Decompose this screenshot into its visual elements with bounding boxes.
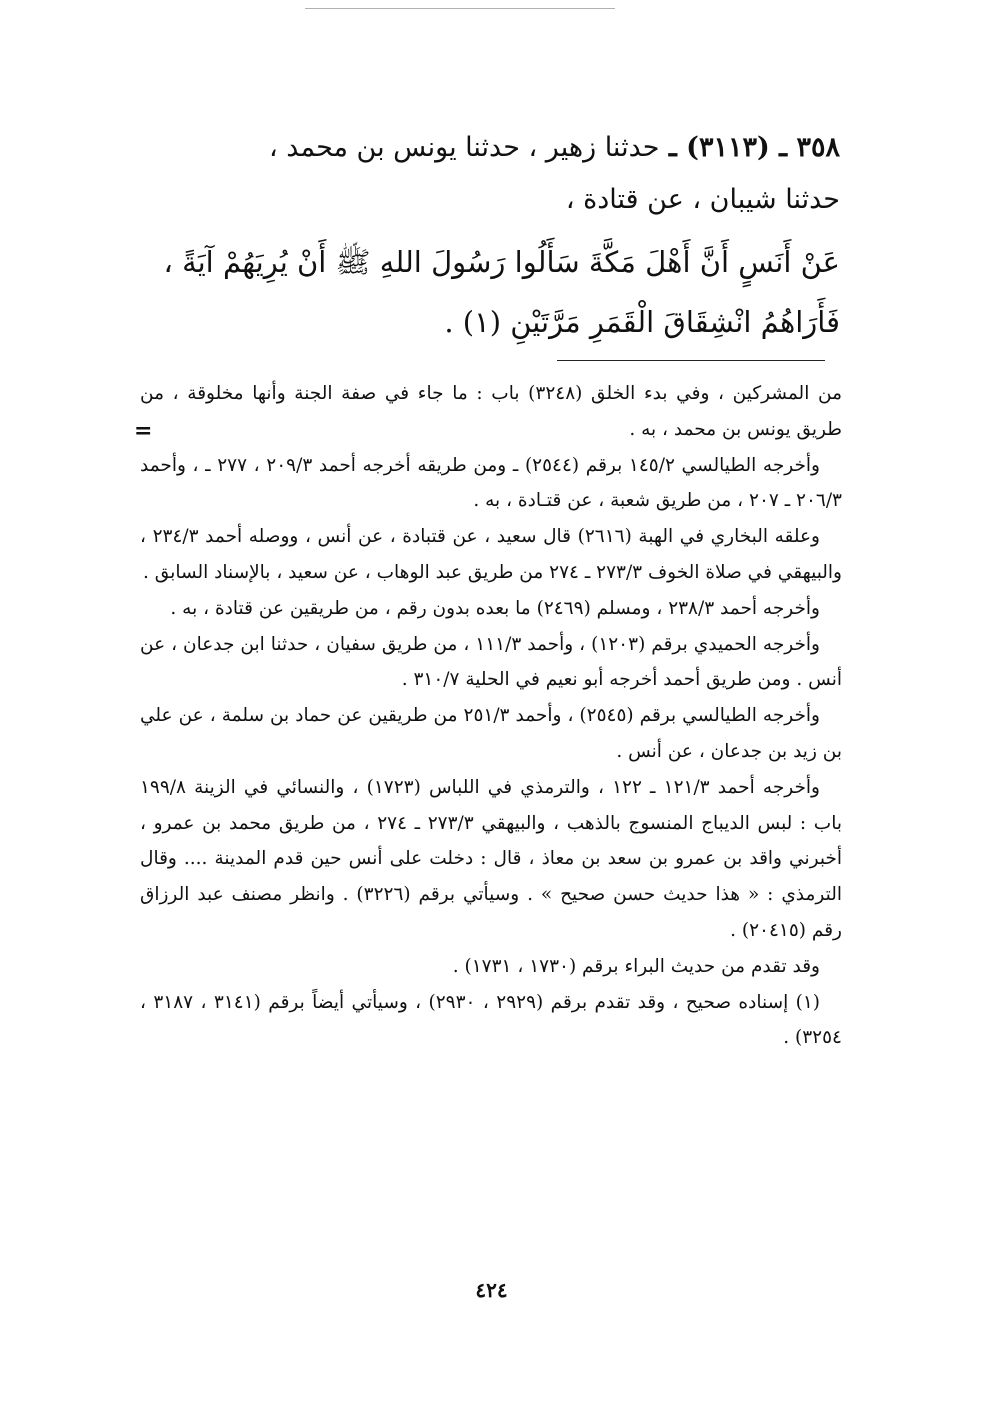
footnote-separator	[557, 360, 825, 361]
continuation-mark: =	[134, 418, 153, 444]
footnote-paragraph: وأخرجه الحميدي برقم (١٢٠٣) ، وأحمد ١١١/٣ ، من طريق سفيان ، حدثنا ابن جدعان ، عن أنس . ومن طريق أحمد أخرجه أبو نعيم في الحلية ٣١٠/٧ .	[140, 633, 842, 691]
footnotes	[140, 376, 842, 1056]
matn-line-2: فَأَرَاهُمُ انْشِقَاقَ الْقَمَرِ مَرَّتَيْنِ (١) .	[444, 305, 840, 339]
footnote-paragraph: وقد تقدم من حديث البراء برقم (١٧٣٠ ، ١٧٣١) .	[452, 955, 820, 977]
page-number: ٤٢٤	[475, 1278, 508, 1302]
matn-line-1: عَنْ أَنَسٍ أَنَّ أَهْلَ مَكَّةَ سَأَلُوا رَسُولَ اللهِ ﷺ أَنْ يُرِيَهُمْ آيَةً ،	[163, 245, 840, 279]
footnote-paragraph: من المشركين ، وفي بدء الخلق (٣٢٤٨) باب : ما جاء في صفة الجنة وأنها مخلوقة ، من طريق يونس بن محمد ، به .	[140, 383, 842, 440]
footnote-paragraph: وأخرجه أحمد ٢٣٨/٣ ، ومسلم (٢٤٦٩) ما بعده بدون رقم ، من طريقين عن قتادة ، به .	[170, 597, 820, 619]
top-rule	[305, 8, 615, 9]
hadith-number: ٣٥٨ ـ (٣١١٣) ـ	[668, 132, 840, 163]
hadith-sanad-2: حدثنا شيبان ، عن قتادة ،	[565, 184, 840, 215]
footnote-paragraph: وأخرجه الطيالسي ١٤٥/٢ برقم (٢٥٤٤) ـ ومن طريقه أخرجه أحمد ٢٠٩/٣ ، ٢٧٧ ـ ، وأحمد ٢٠٦/٣ ـ ٢٠٧ ، من طريق شعبة ، عن قتـادة ، به .	[140, 454, 842, 512]
hadith-heading-line	[140, 122, 840, 174]
footnote-paragraph: وعلقه البخاري في الهبة (٢٦١٦) قال سعيد ، عن قتبادة ، عن أنس ، ووصله أحمد ٢٣٤/٣ ، والبيهقي في صلاة الخوف ٢٧٣/٣ ـ ٢٧٤ من طريق عبد الوهاب ، عن سعيد ، بالإسناد السابق .	[140, 526, 842, 583]
hadith-sanad-1: حدثنا زهير ، حدثنا يونس بن محمد ،	[268, 132, 660, 163]
footnote-paragraph: وأخرجه الطيالسي برقم (٢٥٤٥) ، وأحمد ٢٥١/٣ من طريقين عن حماد بن سلمة ، عن علي بن زيد بن جدعان ، عن أنس .	[140, 705, 842, 762]
hadith-block	[140, 122, 840, 352]
hadith-sanad-line-2	[140, 174, 840, 226]
footnote-1: (١) إسناده صحيح ، وقد تقدم برقم (٢٩٢٩ ، ٢٩٣٠) ، وسيأتي أيضاً برقم (٣١٤١ ، ٣١٨٧ ، ٣٢٥٤) .	[140, 991, 842, 1049]
hadith-matn	[140, 232, 840, 352]
footnote-paragraph: وأخرجه أحمد ١٢١/٣ ـ ١٢٢ ، والترمذي في اللباس (١٧٢٣) ، والنسائي في الزينة ١٩٩/٨ باب : لبس الديباج المنسوج بالذهب ، والبيهقي ٢٧٣/٣ ـ ٢٧٤ ، من طريق محمد بن عمرو ، أخبرني واقد بن عمرو بن سعد بن معاذ ، قال : دخلت على أنس حين قدم المدينة .... وقال الترمذي : « هذا حديث حسن صحيح » . وسيأتي برقم (٣٢٢٦) . وانظر مصنف عبد الرزاق رقم (٢٠٤١٥) .	[140, 776, 842, 941]
